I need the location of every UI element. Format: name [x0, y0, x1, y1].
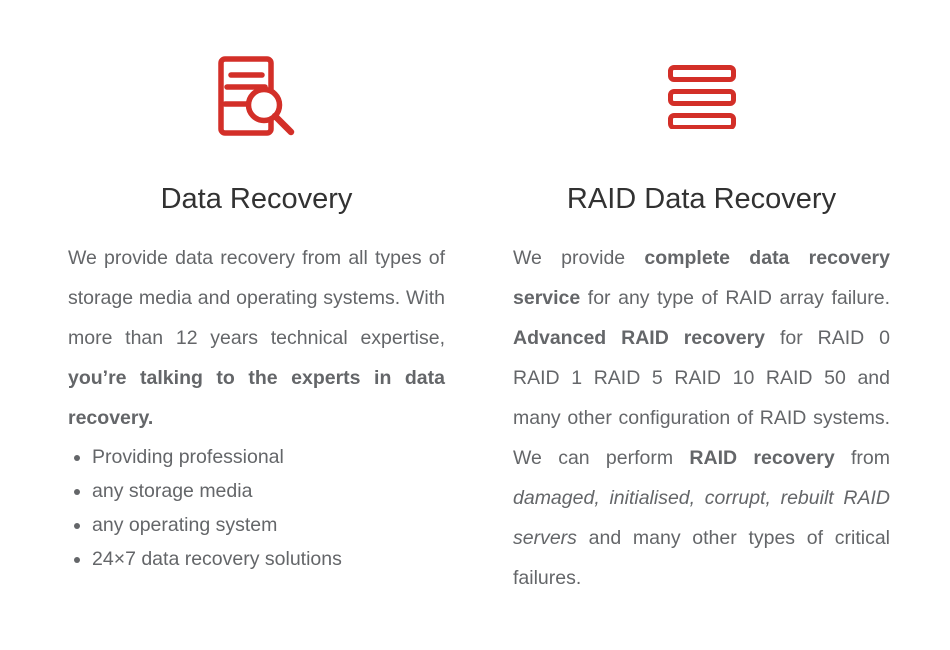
bullet-item: • any storage media	[92, 474, 445, 508]
text-segment-bold: RAID recovery	[689, 447, 835, 469]
bullet-item: • 24×7 data recovery solutions	[92, 542, 445, 576]
document-search-icon	[68, 55, 445, 138]
service-bullet-list	[68, 440, 445, 576]
text-segment-bold: you’re talking to the experts in data recovery.	[68, 367, 445, 429]
text-segment-normal: We provide data recovery from all types of storage media and operating systems. With more than 12 years technical expertise,	[68, 247, 445, 349]
service-card-data-recovery	[68, 0, 445, 598]
text-segment-normal: for RAID 0 RAID 1 RAID 5 RAID 10 RAID 50 and many other configuration of RAID systems. We can perform	[513, 327, 890, 469]
text-segment-normal: for any type of RAID array failure.	[580, 287, 890, 309]
service-description	[68, 238, 445, 438]
text-segment-normal: We provide	[513, 247, 645, 269]
text-segment-normal: and many other types of critical failures.	[513, 527, 890, 589]
raid-array-icon	[513, 55, 890, 138]
text-segment-bold: Advanced RAID recovery	[513, 327, 766, 349]
service-description	[513, 238, 890, 598]
bullet-item: • Providing professional	[92, 440, 445, 474]
text-segment-bold: complete data recovery service	[513, 247, 890, 309]
text-segment-italic: damaged, initialised, corrupt, rebuilt RAID servers	[513, 487, 890, 549]
service-card-raid-data-recovery	[513, 0, 890, 598]
service-title: Data Recovery	[160, 183, 353, 215]
bullet-item: • any operating system	[92, 508, 445, 542]
text-segment-normal: from	[834, 447, 890, 469]
service-title: RAID Data Recovery	[566, 183, 837, 215]
